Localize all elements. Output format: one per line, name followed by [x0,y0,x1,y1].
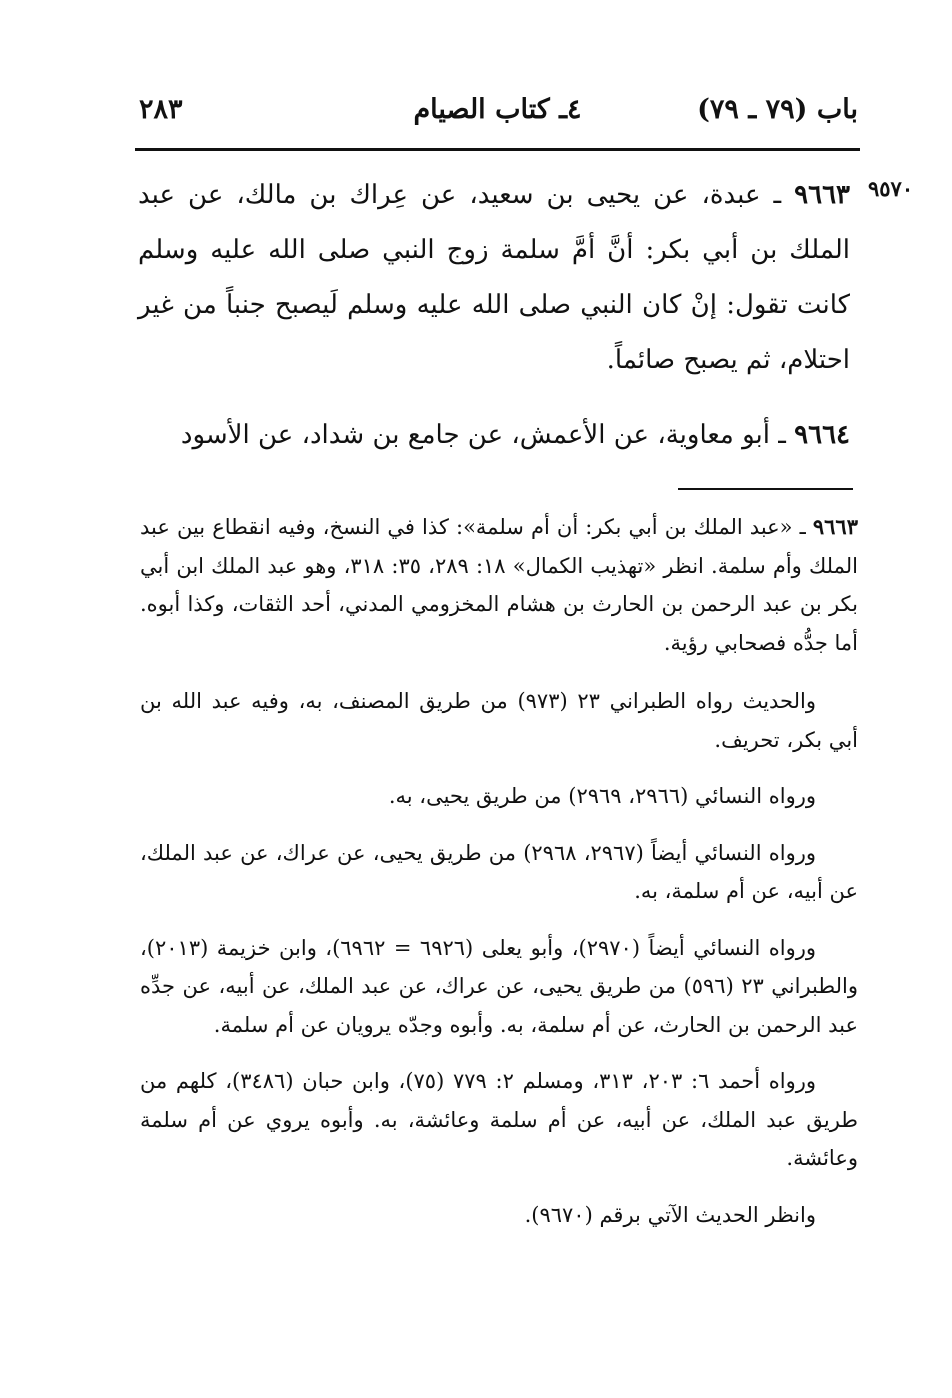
hadith-entry [138,408,850,463]
margin-reference-number: ٩٥٧٠ [868,176,914,201]
footnote-number: ٩٦٦٣ [812,514,858,539]
hadith-entry [138,168,850,388]
footnote-paragraph: ورواه النسائي أيضاً (٢٩٦٧، ٢٩٦٨) من طريق يحيى، عن عراك، عن عبد الملك، عن أبيه، عن أم سلمة، به. [140,840,858,903]
header-rule [135,148,860,151]
footnote-paragraph: ورواه النسائي (٢٩٦٦، ٢٩٦٩) من طريق يحيى، به. [388,784,816,808]
chapter-heading: باب (٧٩ ـ ٧٩) [697,94,858,125]
hadith-text: ـ أبو معاوية، عن الأعمش، عن جامع بن شداد، عن الأسود [180,420,795,450]
hadith-text: ـ عبدة، عن يحيى بن سعيد، عن عِراك بن مالك، عن عبد الملك بن أبي بكر: أنَّ أمَّ سلمة زوج النبي صلى الله عليه وسلم كانت تقول: إنْ كان النبي صلى الله عليه وسلم لَيصبح جنباً من غير احتلام، ثم يصبح صائماً. [138,180,850,375]
footnote-paragraph: وانظر الحديث الآتي برقم (٩٦٧٠). [524,1202,816,1227]
main-text [138,168,850,463]
footnote-paragraph [140,508,858,662]
footnote-text: ـ «عبد الملك بن أبي بكر: أن أم سلمة»: كذا في النسخ، وفيه انقطاع بين عبد الملك وأم سلمة. انظر «تهذيب الكمال» ١٨: ٢٨٩، ٣٥: ٣١٨، وهو عبد الملك ابن أبي بكر بن عبد الرحمن بن الحارث بن هشام المخزومي المدني، أحد الثقات، وكذا أبوه. أما جدُّه فصحابي رؤية. [140,515,858,655]
footnote-paragraph: ورواه النسائي أيضاً (٢٩٧٠)، وأبو يعلى (٦٩٢٦ = ٦٩٦٢)، وابن خزيمة (٢٠١٣)، والطبراني ٢٣ (٥٩٦) من طريق يحيى، عن عراك، عن عبد الملك، عن أبيه، عن جدِّه عبد الرحمن بن الحارث، عن أم سلمة، به. وأبوه وجدّه يرويان عن أم سلمة. [140,935,858,1037]
hadith-number: ٩٦٦٤ [794,420,850,450]
hadith-number: ٩٦٦٣ [794,180,850,210]
footnote-paragraph: ورواه أحمد ٦: ٢٠٣، ٣١٣، ومسلم ٢: ٧٧٩ (٧٥)، وابن حبان (٣٤٨٦)، كلهم من طريق عبد الملك، عن أبيه، عن أم سلمة وعائشة، به. وأبوه يروي عن أم سلمة وعائشة. [140,1069,858,1170]
page-number: ٢٨٣ [139,94,183,125]
footnote-separator [678,488,853,490]
book-title: ٤ـ كتاب الصيام [413,94,582,125]
footnotes [140,508,858,1252]
footnote-paragraph: والحديث رواه الطبراني ٢٣ (٩٧٣) من طريق المصنف، به، وفيه عبد الله بن أبي بكر، تحريف. [140,689,858,752]
running-header [135,92,860,142]
